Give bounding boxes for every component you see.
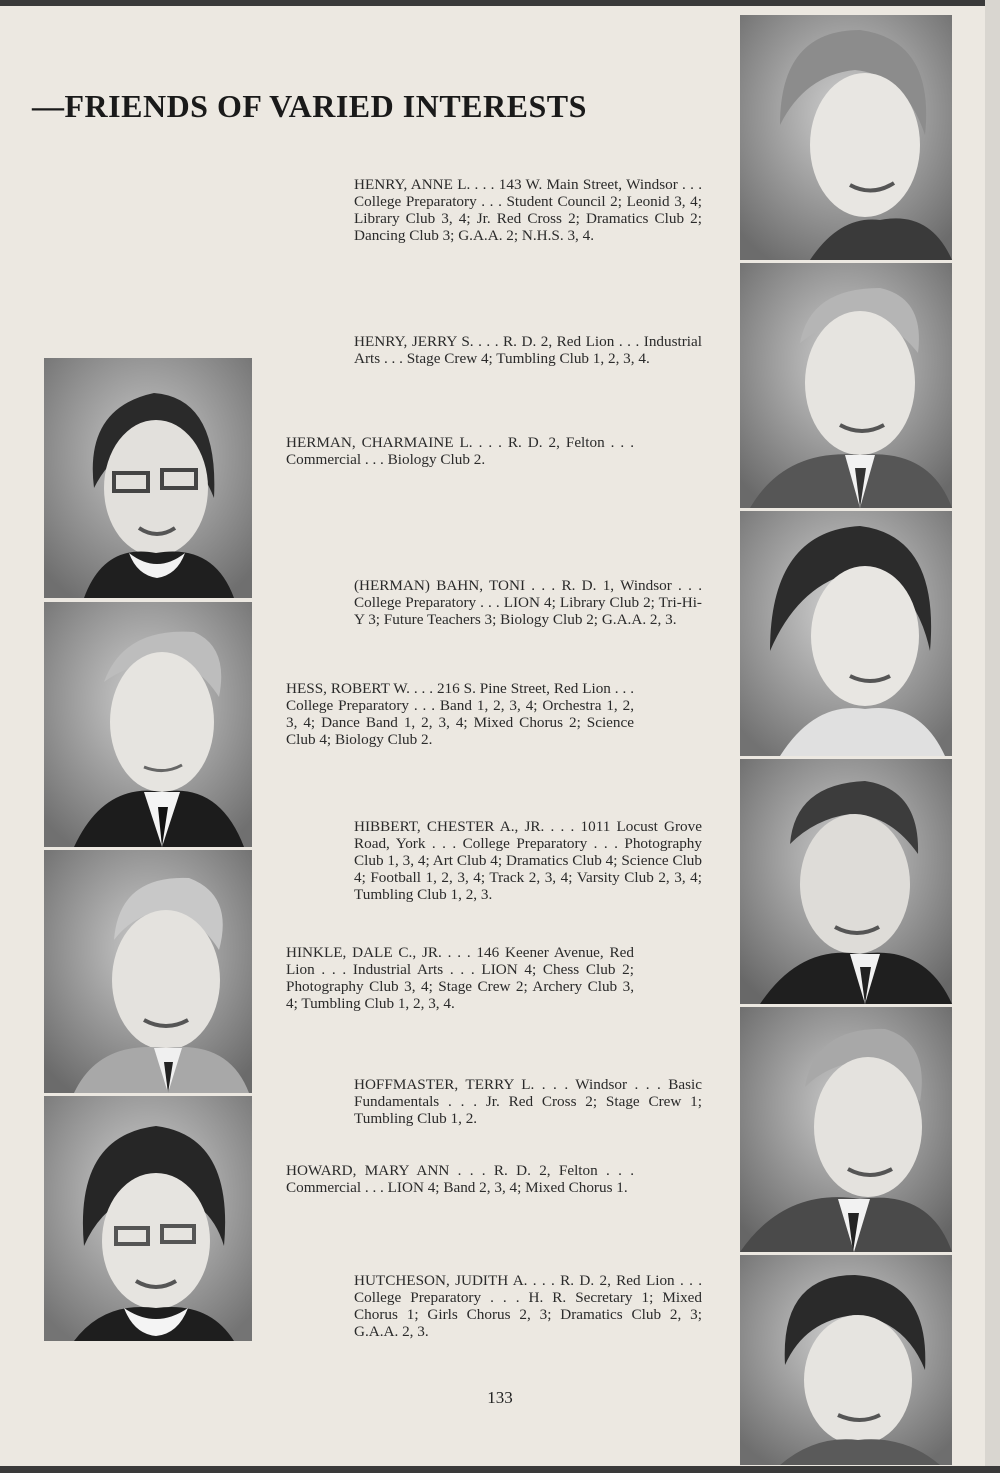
page-bottom-edge	[0, 1466, 1000, 1473]
portrait-hess-robert	[44, 602, 252, 847]
portrait-howard-mary-ann	[44, 1096, 252, 1341]
entry-hoffmaster-terry: HOFFMASTER, TERRY L. . . . Windsor . . . Basic Fundamentals . . . Jr. Red Cross 2; Stage Crew 1; Tumbling Club 1, 2.	[354, 1076, 702, 1127]
portrait-hinkle-dale	[44, 850, 252, 1093]
entry-herman-charmaine: HERMAN, CHARMAINE L. . . . R. D. 2, Felton . . . Commercial . . . Biology Club 2.	[286, 434, 634, 468]
entry-hibbert-chester: HIBBERT, CHESTER A., JR. . . . 1011 Locust Grove Road, York . . . College Preparatory . . . Photography Club 1, 3, 4; Art Club 4; Dramatics Club 4; Science Club 4; Football 1, 2, 3, 4; Track 2, 3, 4; Varsity Club 2, 3, 4; Tumbling Club 1, 2, 3.	[354, 818, 702, 903]
portrait-bahn-toni	[740, 511, 952, 756]
entry-howard-mary-ann: HOWARD, MARY ANN . . . R. D. 2, Felton . . . Commercial . . . LION 4; Band 2, 3, 4; Mixed Chorus 1.	[286, 1162, 634, 1196]
portrait-herman-charmaine	[44, 358, 252, 598]
page-number: 133	[487, 1388, 513, 1407]
page-title: —FRIENDS OF VARIED INTERESTS	[32, 88, 587, 124]
page-top-edge	[0, 0, 1000, 6]
page-right-margin	[985, 0, 1000, 1473]
entry-bahn-toni: (HERMAN) BAHN, TONI . . . R. D. 1, Windsor . . . College Preparatory . . . LION 4; Library Club 2; Tri-Hi-Y 3; Future Teachers 3; Biology Club 2; G.A.A. 2, 3.	[354, 577, 702, 628]
entry-henry-anne: HENRY, ANNE L. . . . 143 W. Main Street, Windsor . . . College Preparatory . . . Student Council 2; Leonid 3, 4; Library Club 3, 4; Jr. Red Cross 2; Dramatics Club 2; Dancing Club 3; G.A.A. 2; N.H.S. 3, 4.	[354, 176, 702, 244]
portrait-henry-jerry	[740, 263, 952, 508]
portrait-hutcheson-judith	[740, 1255, 952, 1465]
portrait-henry-anne	[740, 15, 952, 260]
entry-hinkle-dale: HINKLE, DALE C., JR. . . . 146 Keener Avenue, Red Lion . . . Industrial Arts . . . LION 4; Chess Club 2; Photography Club 3, 4; Stage Crew 2; Archery Club 3, 4; Tumbling Club 1, 2, 3, 4.	[286, 944, 634, 1012]
entry-hess-robert: HESS, ROBERT W. . . . 216 S. Pine Street, Red Lion . . . College Preparatory . . . Band 1, 2, 3, 4; Orchestra 1, 2, 3, 4; Dance Band 1, 2, 3, 4; Mixed Chorus 2; Science Club 4; Biology Club 2.	[286, 680, 634, 748]
entry-henry-jerry: HENRY, JERRY S. . . . R. D. 2, Red Lion . . . Industrial Arts . . . Stage Crew 4; Tumbling Club 1, 2, 3, 4.	[354, 333, 702, 367]
portrait-hoffmaster-terry	[740, 1007, 952, 1252]
entry-hutcheson-judith: HUTCHESON, JUDITH A. . . . R. D. 2, Red Lion . . . College Preparatory . . . H. R. Secretary 1; Mixed Chorus 1; Girls Chorus 2, 3; Dramatics Club 2, 3; G.A.A. 2, 3.	[354, 1272, 702, 1340]
portrait-hibbert-chester	[740, 759, 952, 1004]
